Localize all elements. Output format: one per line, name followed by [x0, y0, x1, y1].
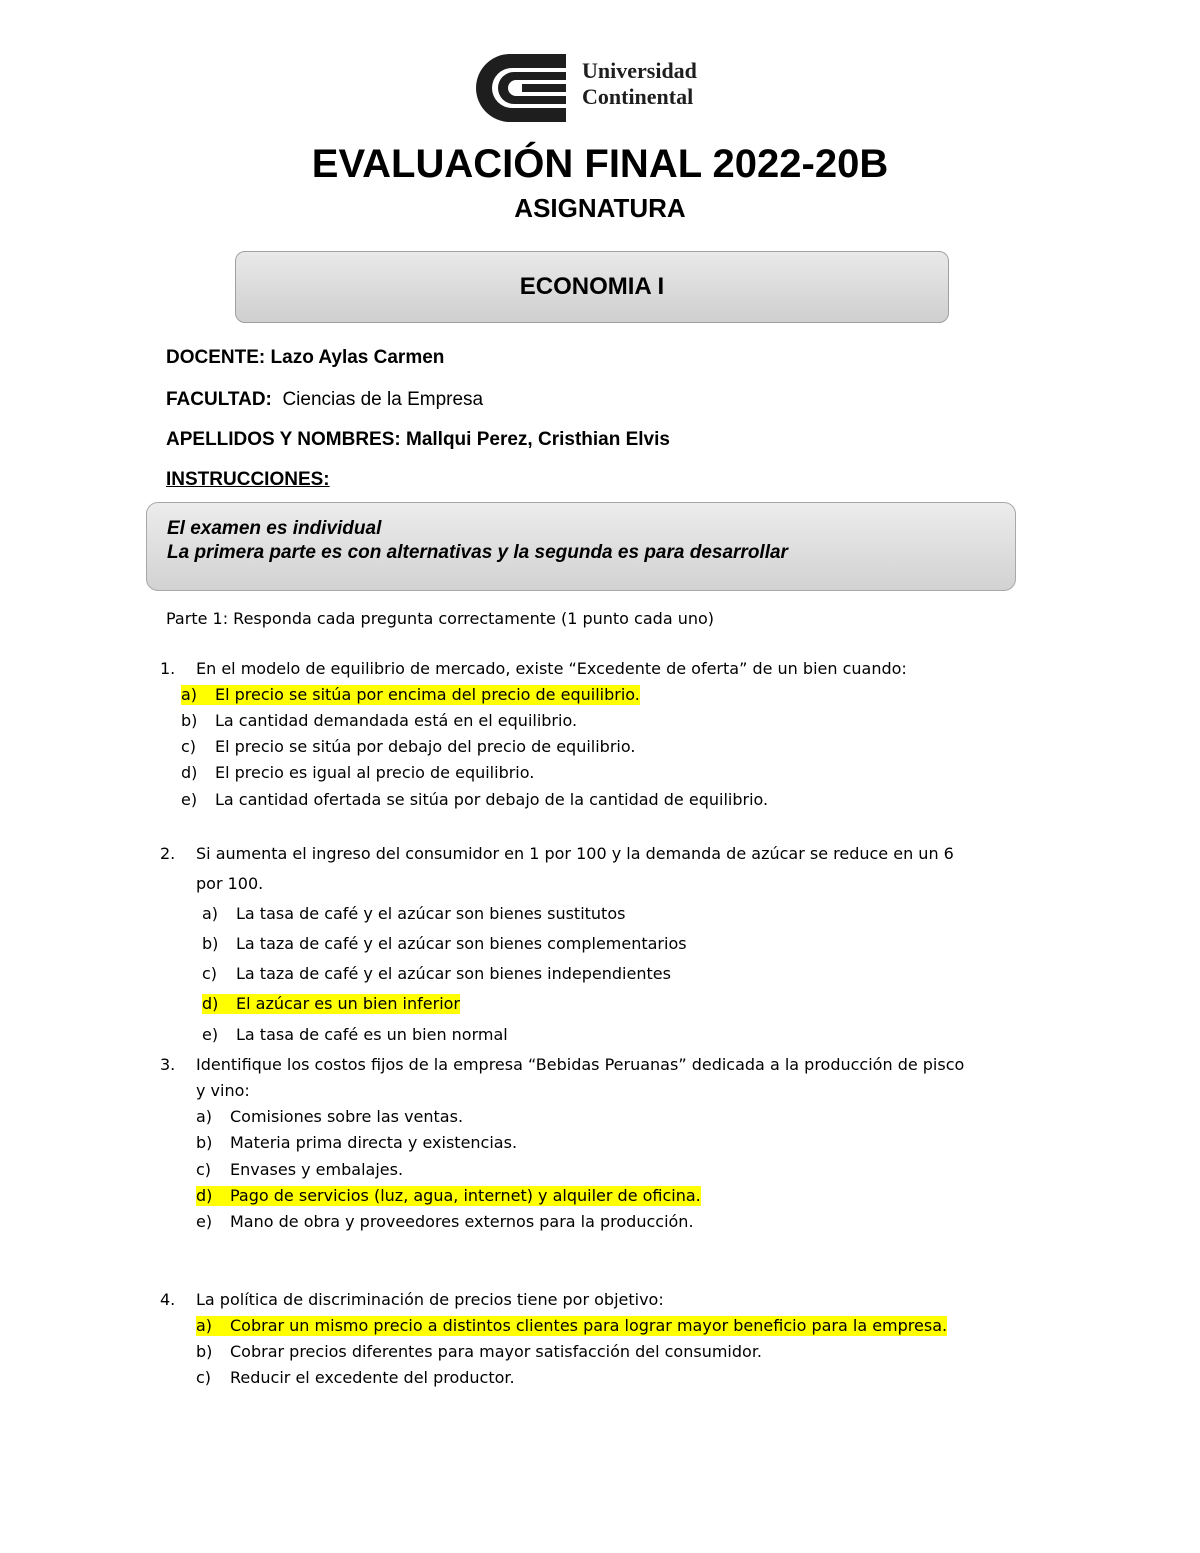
nombres-label: APELLIDOS Y NOMBRES:: [166, 429, 401, 450]
option-2b: b) La taza de café y el azúcar son bienes complementarios: [202, 934, 687, 953]
facultad-value: Ciencias de la Empresa: [282, 389, 484, 410]
option-4b: b) Cobrar precios diferentes para mayor satisfacción del consumidor.: [196, 1342, 763, 1361]
option-3e: e) Mano de obra y proveedores externos para la producción.: [196, 1212, 694, 1231]
question-number: 1.: [160, 659, 176, 678]
university-logo-text: Universidad Continental: [582, 58, 697, 109]
option-3a: a) Comisiones sobre las ventas.: [196, 1107, 464, 1126]
instructions-line: La primera parte es con alternativas y la segunda es para desarrollar: [167, 542, 788, 563]
question-text: Identifique los costos fijos de la empresa “Bebidas Peruanas” dedicada a la producción de pisco: [196, 1055, 965, 1074]
question-4: [160, 1290, 664, 1310]
question-text: Si aumenta el ingreso del consumidor en 1 por 100 y la demanda de azúcar se reduce en un 6: [196, 844, 954, 863]
exam-title: EVALUACIÓN FINAL 2022-20B: [311, 142, 889, 186]
university-logo-mark: [466, 48, 576, 128]
university-logo: [466, 48, 732, 128]
option-2e: e) La tasa de café es un bien normal: [202, 1025, 508, 1044]
instructions-box: [146, 502, 1016, 591]
docente-field: [166, 346, 444, 370]
instructions-label: INSTRUCCIONES:: [166, 469, 330, 490]
question-number: 3.: [160, 1055, 176, 1074]
docente-label: DOCENTE:: [166, 347, 266, 368]
option-1b: b) La cantidad demandada está en el equilibrio.: [181, 711, 578, 730]
option-2d: d) El azúcar es un bien inferior: [202, 994, 461, 1013]
part1-heading: Parte 1: Responda cada pregunta correctamente (1 punto cada uno): [166, 609, 715, 628]
exam-subtitle: ASIGNATURA: [514, 193, 686, 223]
option-1c: c) El precio se sitúa por debajo del precio de equilibrio.: [181, 737, 636, 756]
nombres-value: Mallqui Perez, Cristhian Elvis: [406, 429, 670, 450]
option-3b: b) Materia prima directa y existencias.: [196, 1133, 518, 1152]
option-1e: e) La cantidad ofertada se sitúa por debajo de la cantidad de equilibrio.: [181, 790, 769, 809]
question-2: [160, 844, 954, 864]
question-3: [160, 1055, 964, 1075]
option-3c: c) Envases y embalajes.: [196, 1160, 404, 1179]
instructions-line: El examen es individual: [167, 518, 382, 539]
question-number: 2.: [160, 844, 176, 863]
option-3d: d) Pago de servicios (luz, agua, internet) y alquiler de oficina.: [196, 1186, 701, 1205]
question-text: En el modelo de equilibrio de mercado, existe “Excedente de oferta” de un bien cuando:: [196, 659, 907, 678]
option-4a: a) Cobrar un mismo precio a distintos clientes para lograr mayor beneficio para la empresa.: [196, 1316, 948, 1335]
question-1: [160, 659, 907, 679]
question-number: 4.: [160, 1290, 176, 1309]
option-4c: c) Reducir el excedente del productor.: [196, 1368, 515, 1387]
option-1a: a) El precio se sitúa por encima del precio de equilibrio.: [181, 685, 640, 704]
facultad-field: [166, 388, 483, 412]
docente-value: Lazo Aylas Carmen: [270, 347, 445, 368]
question-3-continued: y vino:: [196, 1081, 250, 1100]
question-2-continued: por 100.: [196, 874, 264, 893]
facultad-label: FACULTAD:: [166, 389, 272, 410]
nombres-field: [166, 428, 670, 452]
question-text: La política de discriminación de precios tiene por objetivo:: [196, 1290, 664, 1309]
subject-box: [235, 251, 949, 323]
option-2c: c) La taza de café y el azúcar son bienes independientes: [202, 964, 671, 983]
subject-name: ECONOMIA I: [519, 273, 665, 300]
option-2a: a) La tasa de café y el azúcar son bienes sustitutos: [202, 904, 626, 923]
option-1d: d) El precio es igual al precio de equilibrio.: [181, 763, 535, 782]
